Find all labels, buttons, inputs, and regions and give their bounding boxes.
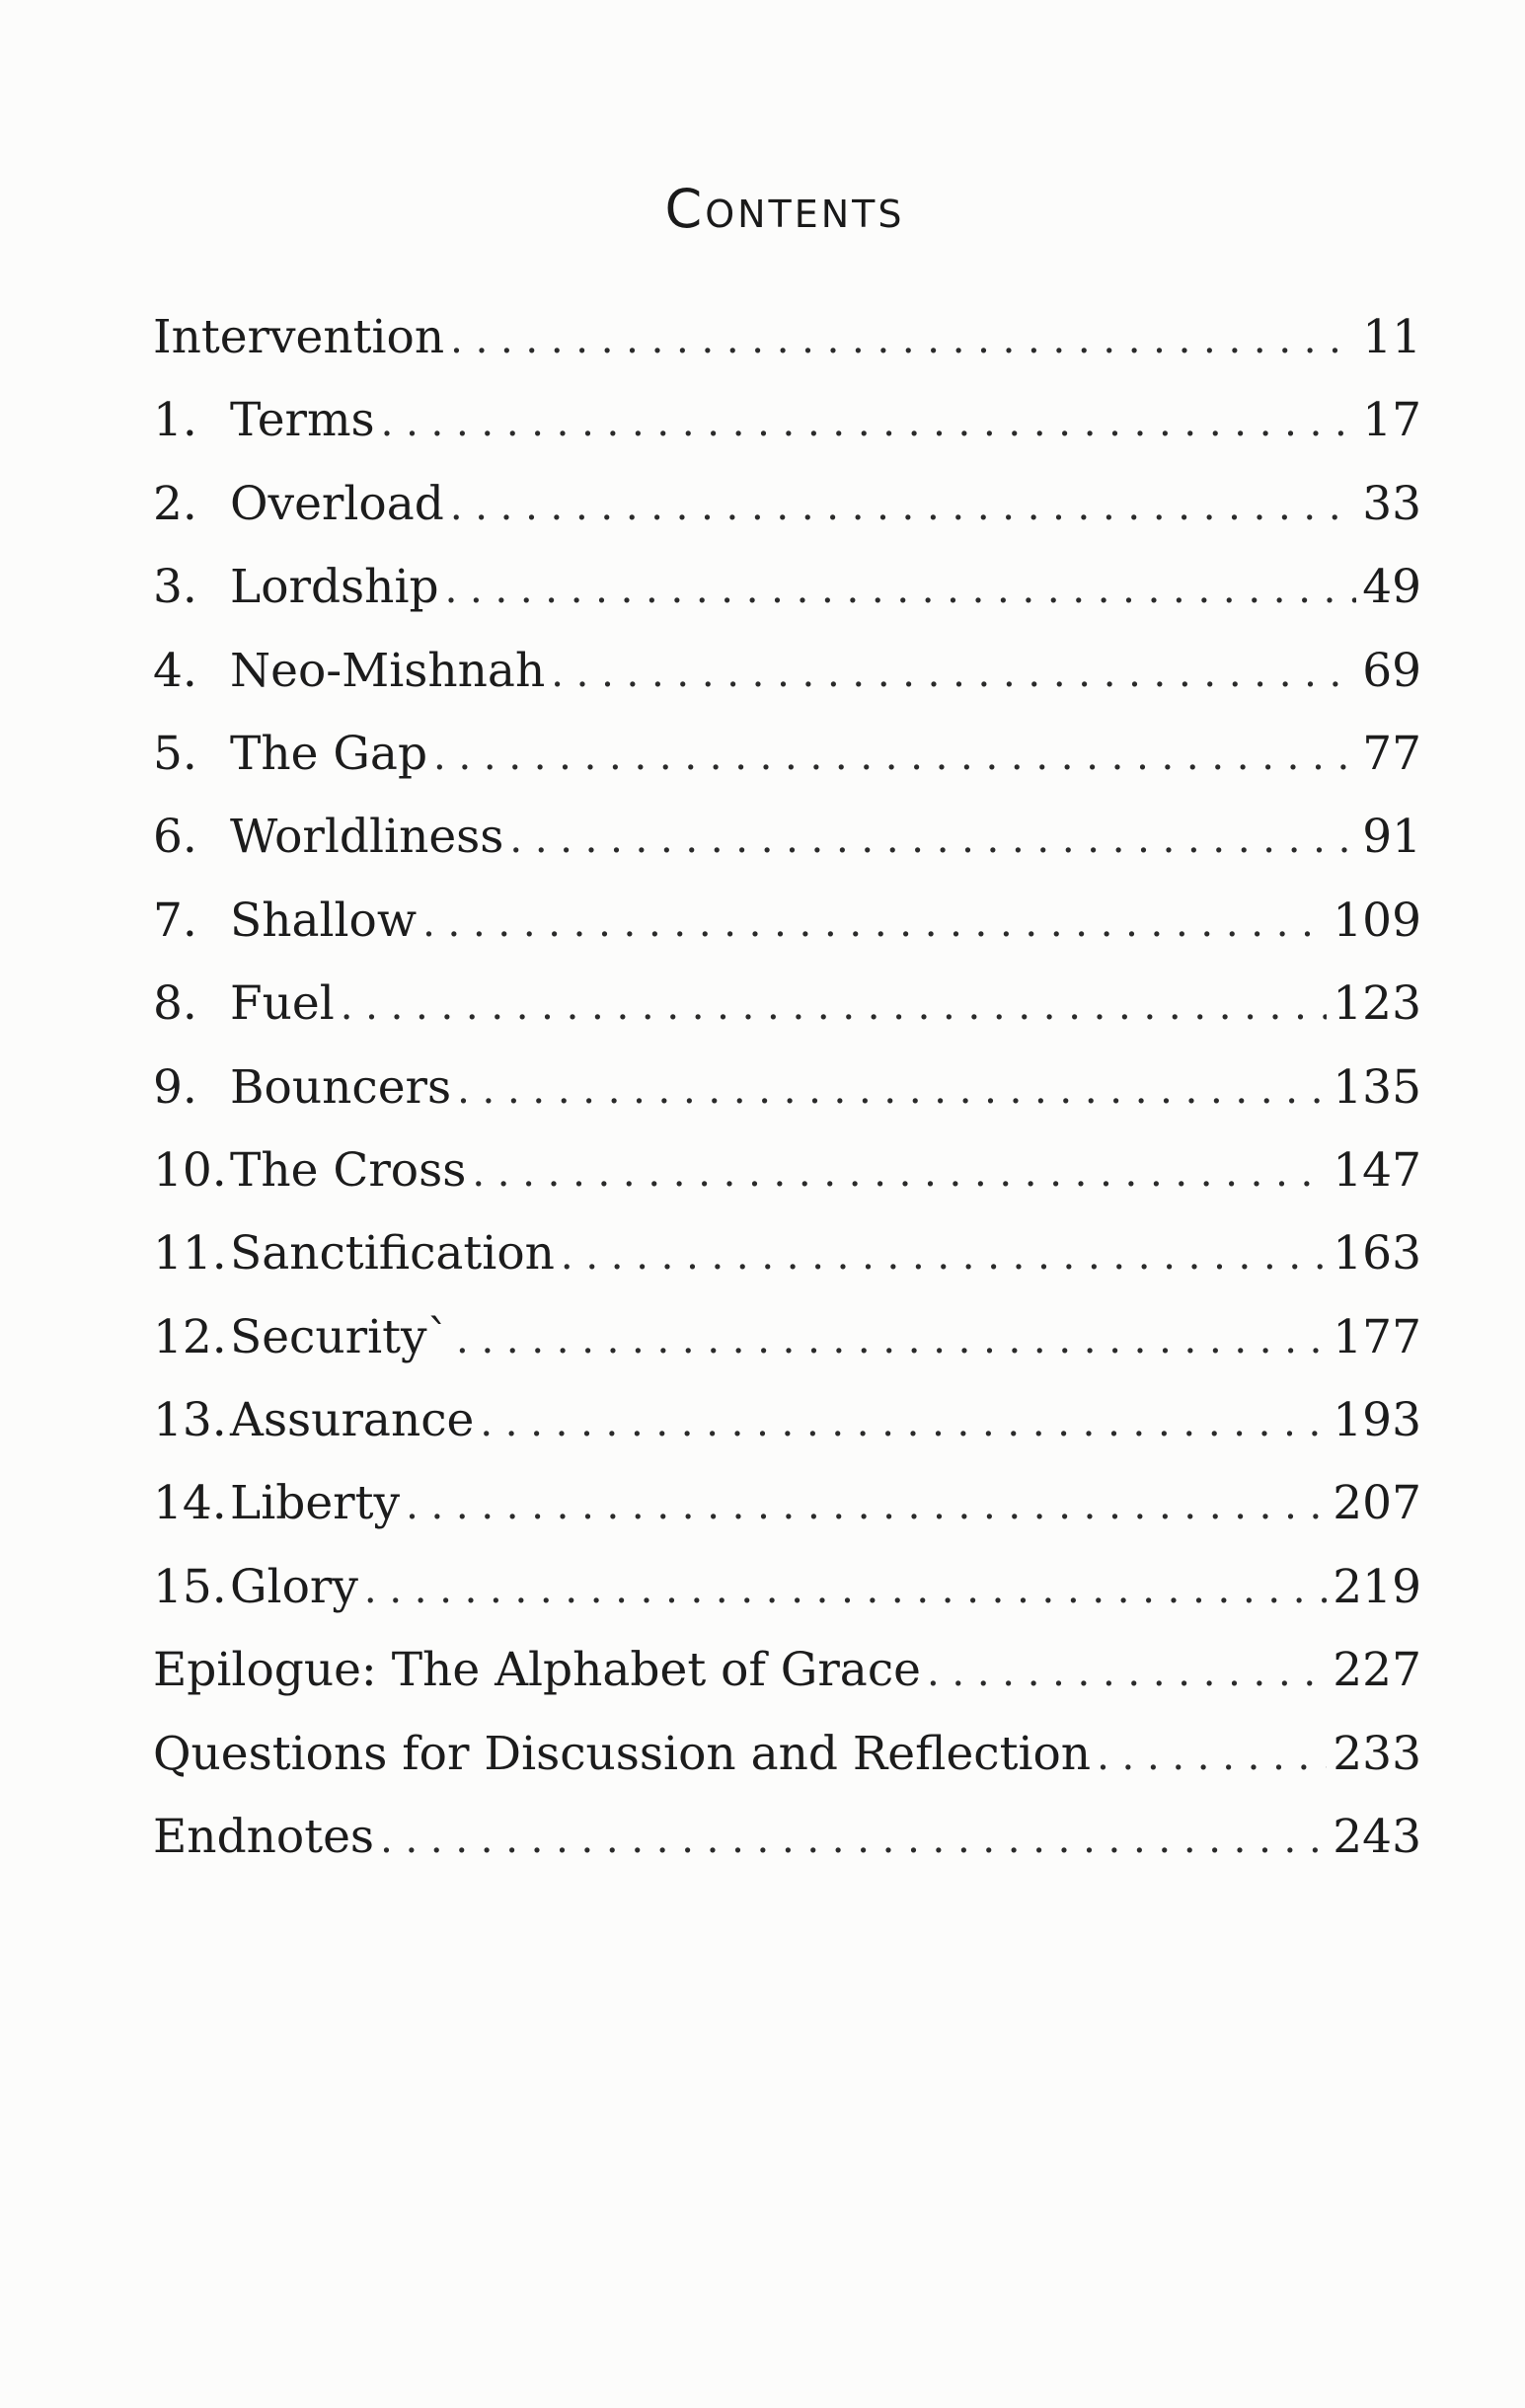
toc-entry-chapter-10 — [153, 1129, 1421, 1212]
dot-leader — [927, 1631, 1327, 1714]
toc-entry-page: 219 — [1333, 1559, 1421, 1614]
table-of-contents — [153, 296, 1421, 1879]
chapter-number: 8. — [153, 976, 197, 1032]
dot-leader — [480, 1381, 1327, 1464]
toc-entry-questions — [153, 1713, 1421, 1796]
toc-entry-chapter-4 — [153, 630, 1421, 713]
toc-entry-page: 177 — [1333, 1309, 1421, 1364]
toc-entry-page: 135 — [1333, 1059, 1421, 1115]
chapter-number: 6. — [153, 810, 197, 865]
toc-entry-chapter-15 — [153, 1546, 1421, 1629]
toc-entry-chapter-5 — [153, 713, 1421, 796]
toc-entry-page: 243 — [1333, 1810, 1421, 1865]
dot-leader — [433, 715, 1356, 798]
toc-entry-label: Assurance — [230, 1393, 475, 1448]
dot-leader — [457, 1049, 1327, 1131]
dot-leader — [341, 965, 1328, 1048]
toc-entry-label: Neo-Mishnah — [230, 643, 546, 698]
toc-entry-label: Liberty — [230, 1476, 401, 1531]
dot-leader — [380, 1798, 1327, 1881]
chapter-number: 9. — [153, 1059, 197, 1115]
toc-entry-label: Overload — [230, 476, 444, 531]
toc-entry-label: Glory — [230, 1559, 358, 1614]
dot-leader — [472, 1131, 1327, 1214]
chapter-number: 2. — [153, 476, 197, 531]
chapter-number: 11. — [153, 1226, 227, 1282]
toc-entry-page: 123 — [1333, 976, 1421, 1032]
toc-entry-label: Security` — [230, 1309, 451, 1364]
toc-entry-chapter-3 — [153, 546, 1421, 629]
chapter-number: 4. — [153, 643, 197, 698]
toc-entry-endnotes — [153, 1796, 1421, 1879]
toc-entry-chapter-7 — [153, 880, 1421, 963]
dot-leader — [406, 1464, 1327, 1547]
toc-entry-page: 193 — [1333, 1393, 1421, 1448]
toc-entry-label: Terms — [230, 393, 375, 448]
dot-leader — [450, 465, 1356, 548]
toc-entry-page: 49 — [1362, 560, 1421, 615]
dot-leader — [445, 548, 1357, 631]
chapter-number: 15. — [153, 1559, 227, 1614]
chapter-number: 3. — [153, 560, 197, 615]
dot-leader — [456, 1298, 1327, 1381]
dot-leader — [561, 1214, 1327, 1297]
toc-entry-label: Questions for Discussion and Reflection — [153, 1726, 1092, 1781]
dot-leader — [509, 798, 1356, 881]
dot-leader — [422, 882, 1327, 965]
toc-entry-chapter-11 — [153, 1212, 1421, 1295]
toc-entry-page: 207 — [1333, 1476, 1421, 1531]
toc-entry-label: Epilogue: The Alphabet of Grace — [153, 1643, 921, 1698]
toc-entry-label: Intervention — [153, 310, 445, 364]
chapter-number: 5. — [153, 726, 197, 781]
toc-entry-page: 91 — [1362, 810, 1421, 865]
toc-entry-chapter-12 — [153, 1296, 1421, 1379]
toc-entry-label: The Gap — [230, 726, 428, 781]
toc-entry-chapter-13 — [153, 1379, 1421, 1462]
toc-entry-chapter-8 — [153, 963, 1421, 1046]
toc-entry-label: Bouncers — [230, 1059, 452, 1115]
toc-entry-chapter-14 — [153, 1462, 1421, 1545]
toc-entry-label: Shallow — [230, 893, 418, 948]
toc-entry-page: 227 — [1333, 1643, 1421, 1698]
toc-entry-page: 33 — [1362, 476, 1421, 531]
toc-entry-page: 147 — [1333, 1142, 1421, 1198]
toc-entry-page: 69 — [1362, 643, 1421, 698]
chapter-number: 12. — [153, 1309, 227, 1364]
toc-entry-chapter-6 — [153, 796, 1421, 879]
toc-entry-page: 163 — [1333, 1226, 1421, 1282]
dot-leader — [450, 298, 1356, 381]
toc-entry-intervention — [153, 296, 1421, 379]
chapter-number: 1. — [153, 393, 197, 448]
dot-leader — [381, 381, 1357, 464]
chapter-number: 13. — [153, 1393, 227, 1448]
toc-entry-page: 109 — [1333, 893, 1421, 948]
toc-entry-chapter-9 — [153, 1047, 1421, 1129]
toc-entry-page: 233 — [1333, 1726, 1421, 1781]
toc-entry-chapter-1 — [153, 379, 1421, 462]
page-title: Contents — [664, 178, 905, 240]
toc-entry-label: Worldliness — [230, 810, 504, 865]
toc-entry-label: Lordship — [230, 560, 439, 615]
chapter-number: 14. — [153, 1476, 227, 1531]
toc-entry-chapter-2 — [153, 463, 1421, 546]
toc-entry-page: 17 — [1362, 393, 1421, 448]
toc-entry-label: Endnotes — [153, 1810, 375, 1865]
dot-leader — [551, 632, 1356, 715]
toc-entry-page: 77 — [1362, 726, 1421, 781]
dot-leader — [364, 1548, 1327, 1631]
chapter-number: 7. — [153, 893, 197, 948]
toc-entry-label: The Cross — [230, 1142, 467, 1198]
toc-entry-epilogue — [153, 1629, 1421, 1712]
toc-entry-page: 11 — [1362, 310, 1421, 364]
dot-leader — [1097, 1715, 1327, 1798]
toc-entry-label: Fuel — [230, 976, 335, 1032]
toc-entry-label: Sanctification — [230, 1226, 555, 1282]
chapter-number: 10. — [153, 1142, 227, 1198]
